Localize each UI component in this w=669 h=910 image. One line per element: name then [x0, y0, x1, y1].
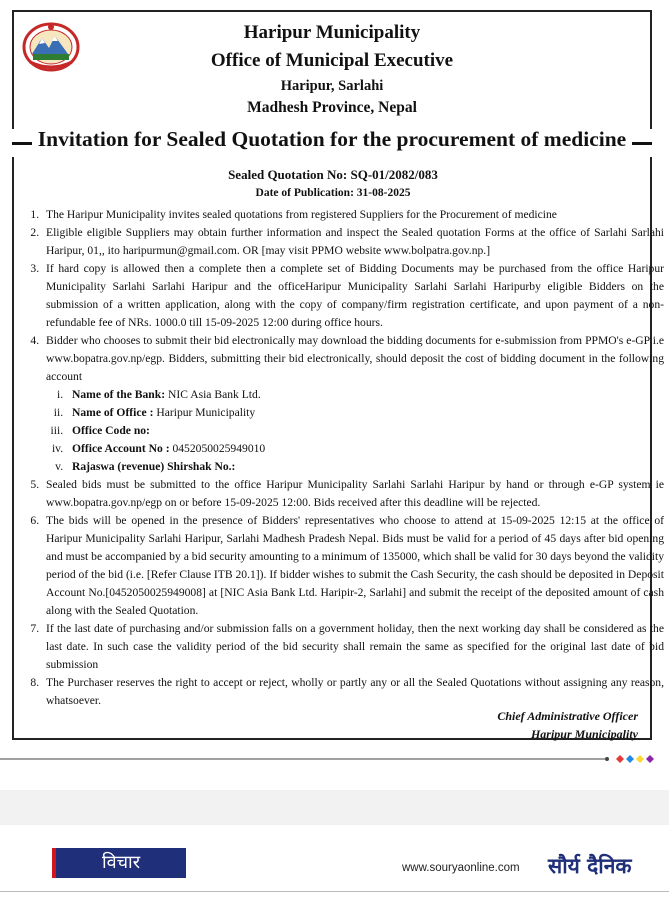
notice-item: 5. Sealed bids must be submitted to the office Haripur Municipality Sarlahi Sarlahi Haripur by hand or through e-GP system ie www.bopatra.gov.np/egp on or before 15-09-2025 12:00. Bids received after this deadline will be rejected.: [42, 476, 664, 512]
office-name: Office of Municipal Executive: [210, 50, 454, 71]
bank-detail-value: NIC Asia Bank Ltd.: [165, 388, 261, 401]
notice-item: 8. The Purchaser reserves the right to accept or reject, wholly or partly any or all the Sealed Quotations without assigning any reason, whatsoever.: [42, 674, 664, 710]
municipality-name: Haripur Municipality: [243, 22, 421, 43]
bank-detail-label: Name of the Bank:: [72, 388, 166, 401]
bank-detail: [66, 404, 664, 422]
office-province: Madhesh Province, Nepal: [247, 99, 417, 116]
bank-detail-label: Office Account No :: [72, 442, 170, 455]
bank-detail-value: 0452050025949010: [169, 442, 266, 455]
notice-item: 6. The bids will be opened in the presence of Bidders' representatives who choose to attend at 15-09-2025 12:15 at the office of Haripur Municipality Sarlahi Haripur, Sarlahi Madhesh Pradesh Nepal. Bids must be valid for a period of 45 days after bid opening and must be accompanied by a bid security amounting to a minimum of 135000, which shall be valid for 30 days beyond the validity period of the bid (i.e. [Refer Clause ITB 20.1]). If bidder wishes to submit the Cash Security, the cash should be deposited in Deposit Account No.[0452050025949008] at [NIC Asia Bank Ltd. Haripir-2, Sarlahi] and submit the receipt of the deposited amount of cash along with the Sealed Quotation.: [42, 512, 664, 620]
bank-detail: [66, 386, 664, 404]
signature-block: [497, 707, 638, 743]
notice-item-bank: [42, 332, 664, 476]
bank-detail: [66, 422, 664, 440]
bank-detail: [66, 440, 664, 458]
notice-item-text: Bidder who chooses to submit their bid electronically may download the bidding documents for e-submission from PPMO's e-GP i.e www.bopatra.gov.np/egp. Bidders, submitting their bid electronically, should deposit the cost of bidding document in the following account: [46, 334, 664, 383]
newspaper-brand: सौर्य दैनिक: [548, 854, 632, 878]
publication-date: Date of Publication: 31-08-2025: [255, 187, 411, 199]
website-url: www.souryaonline.com: [402, 862, 520, 874]
quotation-number: Sealed Quotation No: SQ-01/2082/083: [228, 167, 438, 182]
notice-items: [20, 206, 664, 710]
bank-detail-label: Rajaswa (revenue) Shirshak No.:: [72, 460, 236, 473]
tender-notice: [12, 10, 664, 741]
bank-detail-label: Name of Office :: [72, 406, 154, 419]
notice-item: 2. Eligible eligible Suppliers may obtain further information and inspect the Sealed quotation Forms at the office of Sarlahi Sarlahi Haripur, 01,, ito haripurmun@gmail.com. OR [may visit PPMO website www.bolpatra.gov.np.]: [42, 224, 664, 260]
notice-item: 7. If the last date of purchasing and/or submission falls on a government holiday, then the next working day shall be considered as the last date. In such case the validity period of the bid security shall remain the same as specified for the original last date of bid submission: [42, 620, 664, 674]
notice-item: 3. If hard copy is allowed then a complete then a complete set of Bidding Documents may be purchased from the office Haripur Municipality Sarlahi Sarlahi Haripur and the officeHaripur Municipality Sarlahi Sarlahi Haripurby eligible Bidders on the submission of a written application, along with the copy of company/firm registration certificate, and upon payment of a non-refundable fee of NRs. 1000.0 till 15-09-2025 12:00 during office hours.: [42, 260, 664, 332]
footer-rule: [0, 891, 669, 892]
signatory-title: Chief Administrative Officer: [497, 709, 638, 723]
bank-detail-label: Office Code no:: [72, 424, 150, 437]
banner-title: Invitation for Sealed Quotation for the procurement of medicine: [32, 127, 632, 151]
signatory-org: Haripur Municipality: [530, 727, 638, 741]
bank-detail: [66, 458, 664, 476]
section-label: विचार: [56, 848, 186, 878]
office-location: Haripur, Sarlahi: [280, 78, 384, 94]
bank-detail-value: Haripur Municipality: [153, 406, 256, 419]
notice-banner: [12, 129, 652, 157]
bank-details: [46, 386, 664, 476]
ornament-divider-icon: [0, 752, 669, 766]
notice-item: 1. The Haripur Municipality invites sealed quotations from registered Suppliers for the Procurement of medicine: [42, 206, 664, 224]
